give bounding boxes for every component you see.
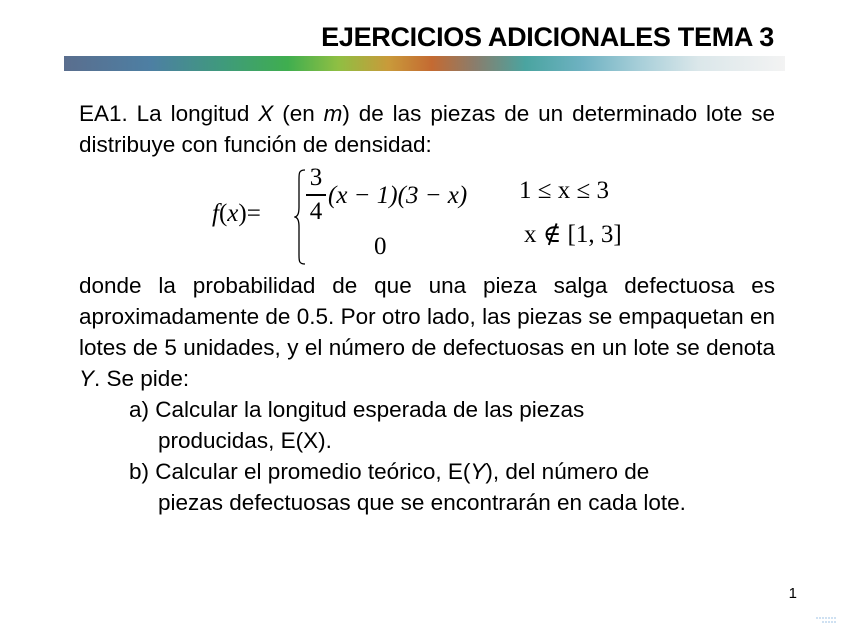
formula-equals: =	[246, 200, 261, 227]
formula-factors: (x − 1)(3 − x)	[328, 182, 468, 209]
statement-text-2: . Se pide:	[94, 366, 190, 391]
formula-arg: x	[227, 200, 239, 227]
question-b	[129, 456, 775, 518]
variable-y: Y	[79, 366, 95, 391]
exercise-intro	[79, 98, 775, 160]
formula-fraction	[306, 165, 326, 225]
question-list	[129, 394, 775, 518]
left-brace-icon	[294, 169, 306, 265]
exercise-body	[79, 98, 775, 518]
formula-func: f	[212, 200, 219, 227]
intro-text-3: ) de las piezas de un determinado lote se distribuye con función de densidad:	[79, 101, 775, 157]
page-title: EJERCICIOS ADICIONALES TEMA 3	[321, 22, 774, 52]
question-b-text-2: ), del número de	[485, 459, 650, 484]
question-b-variable-y: Y	[470, 459, 486, 484]
formula-paren-close: )	[238, 200, 247, 227]
question-a-line-1: a) Calcular la longitud esperada de las piezas	[129, 397, 585, 422]
condition-outside-range: x ∉ [1, 3]	[524, 221, 622, 248]
formula-paren-open: (	[218, 200, 228, 227]
variable-x: X	[258, 101, 274, 126]
footer-mark-icon	[816, 616, 836, 624]
question-b-text-1: b) Calcular el promedio teórico, E(	[129, 459, 471, 484]
fraction-numerator: 3	[309, 164, 323, 191]
intro-text-2: (en	[273, 101, 324, 126]
question-a-line-2: producidas, E(X).	[158, 428, 332, 453]
exercise-statement	[79, 270, 775, 394]
question-a	[129, 394, 775, 456]
intro-text-1: EA1. La longitud	[79, 101, 259, 126]
fraction-denominator: 4	[309, 197, 323, 225]
condition-in-range: 1 ≤ x ≤ 3	[519, 177, 609, 204]
density-formula	[210, 163, 630, 273]
question-b-line-2: piezas defectuosas que se encontrarán en cada lote.	[158, 490, 686, 515]
header-gradient-bar	[64, 56, 785, 71]
page-number: 1	[788, 585, 797, 602]
formula-zero: 0	[374, 233, 387, 260]
fraction-bar	[306, 194, 326, 196]
question-b-line-1	[129, 456, 775, 487]
statement-text-1: donde la probabilidad de que una pieza salga defectuosa es aproximadamente de 0.5. Por otro lado, las piezas se empaquetan en lotes de 5 unidades, y el número de defectuosas en un lote se denota	[79, 273, 775, 360]
formula-lhs	[212, 200, 261, 228]
unit-m: m	[323, 101, 343, 126]
